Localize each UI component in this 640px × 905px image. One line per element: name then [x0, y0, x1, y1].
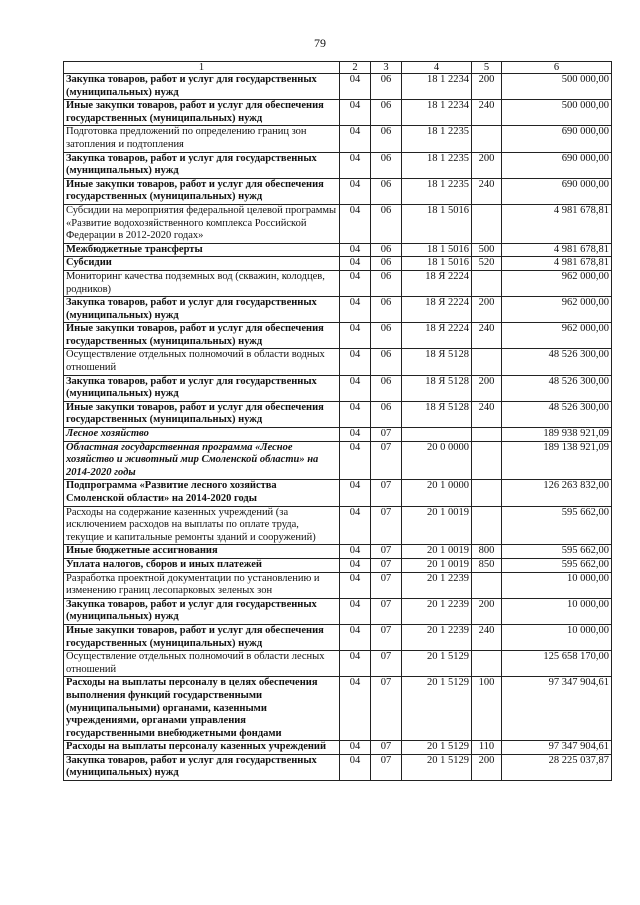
expense-type-cell: 200: [472, 152, 502, 178]
row-name-cell: Расходы на выплаты персоналу казенных учреждений: [64, 741, 340, 755]
expense-type-cell: [472, 441, 502, 480]
target-article-cell: 20 1 5129: [402, 741, 472, 755]
table-row: [64, 178, 612, 204]
table-row: [64, 243, 612, 257]
target-article-cell: 18 Я 2224: [402, 323, 472, 349]
section-code-cell: 04: [340, 677, 371, 741]
target-article-cell: 20 1 0000: [402, 480, 472, 506]
subsection-code-cell: 07: [371, 624, 402, 650]
column-header-1: 1: [64, 62, 340, 74]
table-row: [64, 545, 612, 559]
target-article-cell: 20 1 5129: [402, 651, 472, 677]
table-body: [64, 74, 612, 781]
subsection-code-cell: 06: [371, 349, 402, 375]
section-code-cell: 04: [340, 572, 371, 598]
subsection-code-cell: 06: [371, 126, 402, 152]
expense-type-cell: 240: [472, 401, 502, 427]
section-code-cell: 04: [340, 152, 371, 178]
section-code-cell: 04: [340, 558, 371, 572]
table-header-row: [64, 62, 612, 74]
table-row: [64, 624, 612, 650]
subsection-code-cell: 07: [371, 572, 402, 598]
table-row: [64, 126, 612, 152]
row-name-cell: Осуществление отдельных полномочий в области лесных отношений: [64, 651, 340, 677]
expense-type-cell: 110: [472, 741, 502, 755]
target-article-cell: 20 1 0019: [402, 558, 472, 572]
target-article-cell: 20 1 5129: [402, 754, 472, 780]
subsection-code-cell: 06: [371, 204, 402, 243]
section-code-cell: 04: [340, 651, 371, 677]
amount-cell: 97 347 904,61: [502, 741, 612, 755]
budget-table: [63, 61, 612, 781]
target-article-cell: 18 1 5016: [402, 243, 472, 257]
target-article-cell: 18 1 2235: [402, 126, 472, 152]
target-article-cell: 20 1 2239: [402, 598, 472, 624]
row-name-cell: Субсидии на мероприятия федеральной целевой программы «Развитие водохозяйственного комплекса Российской Федерации в 2012-2020 годах»: [64, 204, 340, 243]
expense-type-cell: 240: [472, 624, 502, 650]
table-row: [64, 297, 612, 323]
target-article-cell: 18 Я 5128: [402, 375, 472, 401]
row-name-cell: Расходы на содержание казенных учреждений (за исключением расходов на выплаты по оплате труда, текущие и капитальные ремонты зданий и сооружений): [64, 506, 340, 545]
subsection-code-cell: 06: [371, 297, 402, 323]
amount-cell: 48 526 300,00: [502, 375, 612, 401]
expense-type-cell: 200: [472, 375, 502, 401]
subsection-code-cell: 07: [371, 598, 402, 624]
amount-cell: 4 981 678,81: [502, 204, 612, 243]
table-row: [64, 323, 612, 349]
target-article-cell: 18 1 2234: [402, 74, 472, 100]
amount-cell: 595 662,00: [502, 506, 612, 545]
row-name-cell: Иные закупки товаров, работ и услуг для обеспечения государственных (муниципальных) нужд: [64, 100, 340, 126]
table-row: [64, 204, 612, 243]
row-name-cell: Иные закупки товаров, работ и услуг для обеспечения государственных (муниципальных) нужд: [64, 624, 340, 650]
table-row: [64, 401, 612, 427]
amount-cell: 189 138 921,09: [502, 441, 612, 480]
target-article-cell: [402, 428, 472, 442]
amount-cell: 189 938 921,09: [502, 428, 612, 442]
section-code-cell: 04: [340, 257, 371, 271]
section-code-cell: 04: [340, 754, 371, 780]
expense-type-cell: [472, 428, 502, 442]
expense-type-cell: [472, 572, 502, 598]
amount-cell: 962 000,00: [502, 297, 612, 323]
amount-cell: 48 526 300,00: [502, 349, 612, 375]
amount-cell: 4 981 678,81: [502, 243, 612, 257]
amount-cell: 595 662,00: [502, 545, 612, 559]
row-name-cell: Межбюджетные трансферты: [64, 243, 340, 257]
column-header-3: 3: [371, 62, 402, 74]
expense-type-cell: 800: [472, 545, 502, 559]
row-name-cell: Подпрограмма «Развитие лесного хозяйства Смоленской области» на 2014-2020 годы: [64, 480, 340, 506]
amount-cell: 500 000,00: [502, 100, 612, 126]
subsection-code-cell: 06: [371, 152, 402, 178]
amount-cell: 595 662,00: [502, 558, 612, 572]
table-row: [64, 741, 612, 755]
expense-type-cell: [472, 349, 502, 375]
target-article-cell: 18 1 2234: [402, 100, 472, 126]
subsection-code-cell: 06: [371, 178, 402, 204]
expense-type-cell: 200: [472, 598, 502, 624]
column-header-4: 4: [402, 62, 472, 74]
expense-type-cell: [472, 480, 502, 506]
amount-cell: 10 000,00: [502, 572, 612, 598]
row-name-cell: Осуществление отдельных полномочий в области водных отношений: [64, 349, 340, 375]
target-article-cell: 18 1 2235: [402, 152, 472, 178]
row-name-cell: Подготовка предложений по определению границ зон затопления и подтопления: [64, 126, 340, 152]
expense-type-cell: 200: [472, 297, 502, 323]
subsection-code-cell: 06: [371, 243, 402, 257]
amount-cell: 4 981 678,81: [502, 257, 612, 271]
subsection-code-cell: 07: [371, 545, 402, 559]
amount-cell: 10 000,00: [502, 598, 612, 624]
amount-cell: 962 000,00: [502, 270, 612, 296]
subsection-code-cell: 07: [371, 754, 402, 780]
section-code-cell: 04: [340, 480, 371, 506]
amount-cell: 48 526 300,00: [502, 401, 612, 427]
table-row: [64, 100, 612, 126]
subsection-code-cell: 06: [371, 323, 402, 349]
section-code-cell: 04: [340, 323, 371, 349]
section-code-cell: 04: [340, 401, 371, 427]
column-header-6: 6: [502, 62, 612, 74]
row-name-cell: Разработка проектной документации по установлению и изменению границ лесопарковых зеленых зон: [64, 572, 340, 598]
amount-cell: 126 263 832,00: [502, 480, 612, 506]
expense-type-cell: [472, 270, 502, 296]
target-article-cell: 20 1 2239: [402, 624, 472, 650]
row-name-cell: Закупка товаров, работ и услуг для государственных (муниципальных) нужд: [64, 598, 340, 624]
section-code-cell: 04: [340, 126, 371, 152]
amount-cell: 97 347 904,61: [502, 677, 612, 741]
expense-type-cell: 200: [472, 74, 502, 100]
row-name-cell: Расходы на выплаты персоналу в целях обеспечения выполнения функций государственными (муниципальными) органами, казенными учреждениями, органами управления государственными внебюджетными фондами: [64, 677, 340, 741]
subsection-code-cell: 06: [371, 257, 402, 271]
subsection-code-cell: 06: [371, 270, 402, 296]
section-code-cell: 04: [340, 598, 371, 624]
subsection-code-cell: 07: [371, 558, 402, 572]
row-name-cell: Уплата налогов, сборов и иных платежей: [64, 558, 340, 572]
target-article-cell: 18 1 5016: [402, 204, 472, 243]
expense-type-cell: 500: [472, 243, 502, 257]
section-code-cell: 04: [340, 506, 371, 545]
subsection-code-cell: 06: [371, 375, 402, 401]
target-article-cell: 20 1 0019: [402, 545, 472, 559]
row-name-cell: Иные закупки товаров, работ и услуг для обеспечения государственных (муниципальных) нужд: [64, 401, 340, 427]
subsection-code-cell: 07: [371, 428, 402, 442]
table-row: [64, 152, 612, 178]
table-row: [64, 441, 612, 480]
section-code-cell: 04: [340, 428, 371, 442]
subsection-code-cell: 07: [371, 480, 402, 506]
amount-cell: 962 000,00: [502, 323, 612, 349]
section-code-cell: 04: [340, 270, 371, 296]
column-header-2: 2: [340, 62, 371, 74]
expense-type-cell: 520: [472, 257, 502, 271]
table-row: [64, 349, 612, 375]
section-code-cell: 04: [340, 178, 371, 204]
table-row: [64, 558, 612, 572]
amount-cell: 690 000,00: [502, 178, 612, 204]
section-code-cell: 04: [340, 441, 371, 480]
row-name-cell: Областная государственная программа «Лесное хозяйство и животный мир Смоленской области» на 2014-2020 годы: [64, 441, 340, 480]
target-article-cell: 18 1 2235: [402, 178, 472, 204]
section-code-cell: 04: [340, 741, 371, 755]
table-row: [64, 375, 612, 401]
subsection-code-cell: 07: [371, 651, 402, 677]
row-name-cell: Закупка товаров, работ и услуг для государственных (муниципальных) нужд: [64, 375, 340, 401]
target-article-cell: 18 1 5016: [402, 257, 472, 271]
target-article-cell: 18 Я 5128: [402, 401, 472, 427]
row-name-cell: Иные бюджетные ассигнования: [64, 545, 340, 559]
page-number: 79: [314, 36, 326, 50]
expense-type-cell: 100: [472, 677, 502, 741]
target-article-cell: 20 1 2239: [402, 572, 472, 598]
table-row: [64, 572, 612, 598]
expense-type-cell: 240: [472, 178, 502, 204]
section-code-cell: 04: [340, 349, 371, 375]
section-code-cell: 04: [340, 624, 371, 650]
subsection-code-cell: 06: [371, 401, 402, 427]
expense-type-cell: [472, 204, 502, 243]
table-row: [64, 651, 612, 677]
section-code-cell: 04: [340, 204, 371, 243]
expense-type-cell: 200: [472, 754, 502, 780]
row-name-cell: Закупка товаров, работ и услуг для государственных (муниципальных) нужд: [64, 297, 340, 323]
target-article-cell: 20 1 5129: [402, 677, 472, 741]
section-code-cell: 04: [340, 545, 371, 559]
table-row: [64, 480, 612, 506]
amount-cell: 690 000,00: [502, 152, 612, 178]
row-name-cell: Мониторинг качества подземных вод (скважин, колодцев, родников): [64, 270, 340, 296]
table-row: [64, 270, 612, 296]
row-name-cell: Закупка товаров, работ и услуг для государственных (муниципальных) нужд: [64, 74, 340, 100]
target-article-cell: 20 1 0019: [402, 506, 472, 545]
table-row: [64, 754, 612, 780]
row-name-cell: Закупка товаров, работ и услуг для государственных (муниципальных) нужд: [64, 754, 340, 780]
target-article-cell: 18 Я 5128: [402, 349, 472, 375]
target-article-cell: 18 Я 2224: [402, 297, 472, 323]
expense-type-cell: 240: [472, 323, 502, 349]
row-name-cell: Иные закупки товаров, работ и услуг для обеспечения государственных (муниципальных) нужд: [64, 178, 340, 204]
expense-type-cell: 850: [472, 558, 502, 572]
row-name-cell: Субсидии: [64, 257, 340, 271]
table-row: [64, 74, 612, 100]
expense-type-cell: [472, 126, 502, 152]
amount-cell: 28 225 037,87: [502, 754, 612, 780]
subsection-code-cell: 07: [371, 506, 402, 545]
section-code-cell: 04: [340, 243, 371, 257]
section-code-cell: 04: [340, 297, 371, 323]
subsection-code-cell: 06: [371, 74, 402, 100]
subsection-code-cell: 07: [371, 741, 402, 755]
expense-type-cell: [472, 506, 502, 545]
table-row: [64, 506, 612, 545]
row-name-cell: Лесное хозяйство: [64, 428, 340, 442]
subsection-code-cell: 07: [371, 441, 402, 480]
row-name-cell: Закупка товаров, работ и услуг для государственных (муниципальных) нужд: [64, 152, 340, 178]
target-article-cell: 18 Я 2224: [402, 270, 472, 296]
section-code-cell: 04: [340, 74, 371, 100]
row-name-cell: Иные закупки товаров, работ и услуг для обеспечения государственных (муниципальных) нужд: [64, 323, 340, 349]
amount-cell: 690 000,00: [502, 126, 612, 152]
amount-cell: 125 658 170,00: [502, 651, 612, 677]
table-row: [64, 428, 612, 442]
expense-type-cell: [472, 651, 502, 677]
column-header-5: 5: [472, 62, 502, 74]
table-row: [64, 257, 612, 271]
subsection-code-cell: 06: [371, 100, 402, 126]
table-row: [64, 598, 612, 624]
subsection-code-cell: 07: [371, 677, 402, 741]
amount-cell: 500 000,00: [502, 74, 612, 100]
section-code-cell: 04: [340, 375, 371, 401]
expense-type-cell: 240: [472, 100, 502, 126]
table-row: [64, 677, 612, 741]
amount-cell: 10 000,00: [502, 624, 612, 650]
target-article-cell: 20 0 0000: [402, 441, 472, 480]
section-code-cell: 04: [340, 100, 371, 126]
